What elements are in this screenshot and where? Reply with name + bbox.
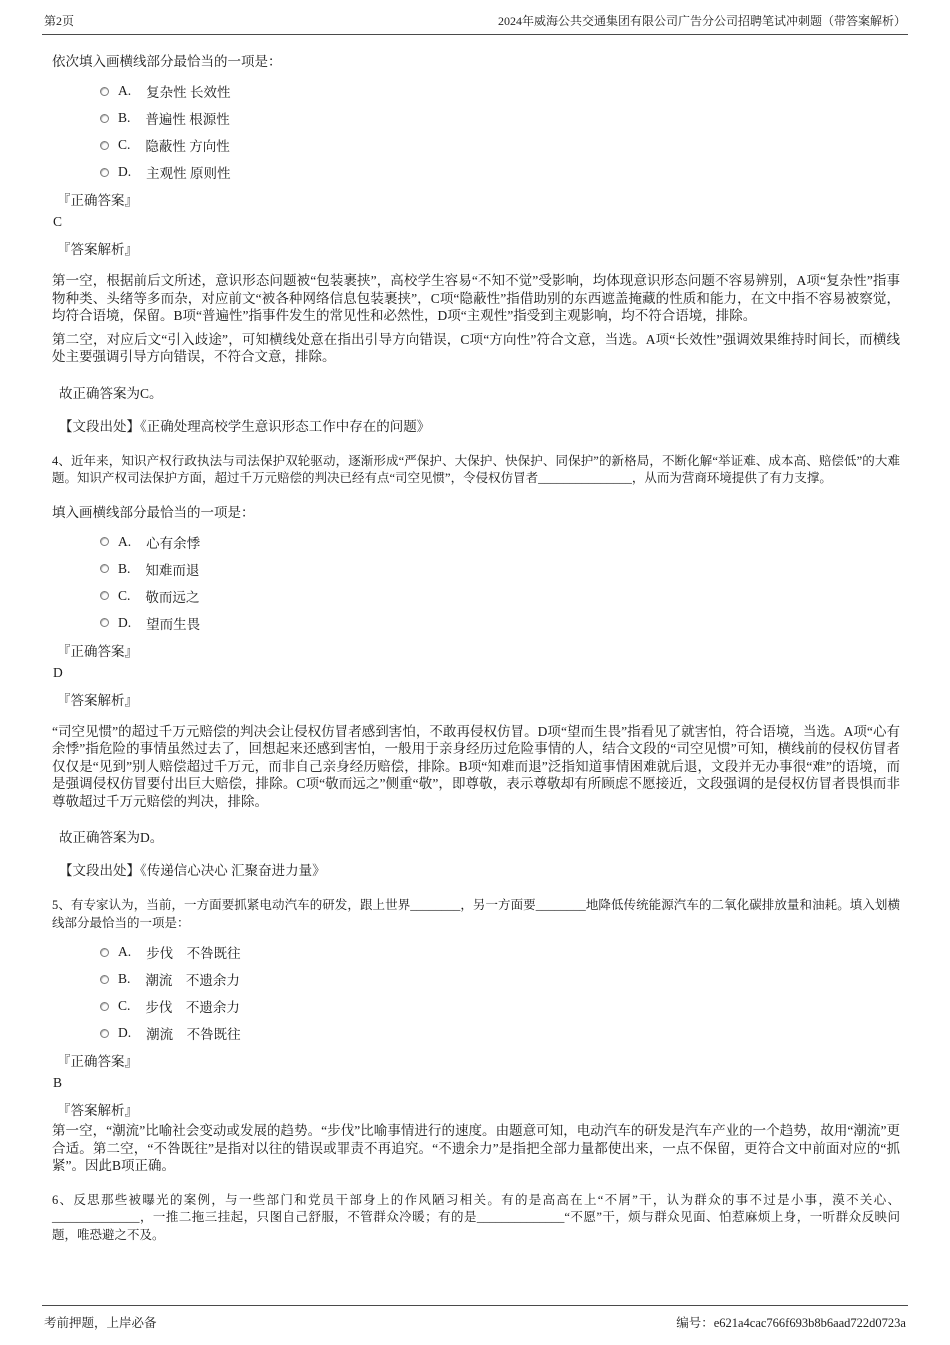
question-6-block xyxy=(52,1192,900,1245)
option-a[interactable] xyxy=(100,83,900,99)
radio-icon[interactable] xyxy=(100,1029,109,1038)
option-b[interactable] xyxy=(100,110,900,126)
radio-icon[interactable] xyxy=(100,975,109,984)
question-prompt: 依次填入画横线部分最恰当的一项是： xyxy=(52,54,282,69)
correct-answer-value: C xyxy=(53,214,63,229)
page-footer xyxy=(42,1305,908,1345)
option-c[interactable] xyxy=(100,137,900,153)
option-text: 潮流 不咎既往 xyxy=(146,1027,241,1042)
option-letter: D. xyxy=(118,614,132,630)
option-letter: C. xyxy=(118,137,131,152)
option-letter: D. xyxy=(118,1025,132,1040)
option-text: 知难而退 xyxy=(145,562,200,578)
radio-icon[interactable] xyxy=(100,591,109,600)
option-d[interactable] xyxy=(100,164,900,180)
radio-icon[interactable] xyxy=(100,948,109,957)
radio-icon[interactable] xyxy=(100,168,109,177)
option-letter: B. xyxy=(118,560,131,576)
option-letter: B. xyxy=(118,110,131,125)
option-a[interactable] xyxy=(100,944,900,960)
correct-answer-label: 『正确答案』 xyxy=(57,193,138,208)
option-text: 步伐 不遗余力 xyxy=(145,1000,240,1015)
options-group xyxy=(52,534,900,631)
question-stem: 4、近年来，知识产权行政执法与司法保护双轮驱动，逐渐形成“严保护、大保护、快保护、同保护”的新格局，不断化解“举证难、成本高、赔偿低”的大难题。知识产权司法保护方面，超过千万元赔偿的判决已经有点“司空见惯”，令侵权仿冒者_______________，从而为营商环境提供了有力支撑。 xyxy=(52,453,900,485)
option-letter: B. xyxy=(118,971,131,986)
analysis-paragraph: 第二空，对应后文“引入歧途”，可知横线处意在指出引导方向错误，C项“方向性”符合文意，当选。A项“长效性”强调效果维持时间长，而横线处主要强调引导方向错误，不符合文意，排除。 xyxy=(52,331,900,364)
option-b[interactable] xyxy=(100,971,900,987)
option-text: 望而生畏 xyxy=(146,616,201,632)
footer-slogan: 考前押题，上岸必备 xyxy=(44,1316,157,1330)
options-group xyxy=(52,83,900,180)
option-text: 主观性 原则性 xyxy=(146,166,231,181)
analysis-paragraph: “司空见惯”的超过千万元赔偿的判决会让侵权仿冒者感到害怕，不敢再侵权仿冒。D项“望而生畏”指看见了就害怕，符合语境，当选。A项“心有余悸”指危险的事情虽然过去了，回想起来还感到害怕，一般用于亲身经历过危险事情的人，结合文段的“司空见惯”可知，横线前的侵权仿冒者仅仅是“见到”别人赔偿超过千万元，而非自己亲身经历赔偿，排除。B项“知难而退”泛指知道事情困难就后退，文段并无办事很“难”的语境，而是强调侵权仿冒要付出巨大赔偿，排除。C项“敬而远之”侧重“敬”，即尊敬，表示尊敬却有所顾虑不愿接近，文段强调的是侵权仿冒者畏惧而非尊敬超过千万元赔偿的判决，排除。 xyxy=(52,723,900,809)
radio-icon[interactable] xyxy=(100,87,109,96)
option-c[interactable] xyxy=(100,588,900,604)
conclusion-line: 故正确答案为D。 xyxy=(59,830,164,845)
analysis-label: 『答案解析』 xyxy=(57,1103,138,1118)
radio-icon[interactable] xyxy=(100,1002,109,1011)
analysis-paragraph: 第一空，根据前后文所述，意识形态问题被“包装裹挟”，高校学生容易“不知不觉”受影响，均体现意识形态问题不容易辨别，A项“复杂性”指事物种类、头绪等多而杂，对应前文“被各种网络信息包装裹挟”，C项“隐蔽性”指借助别的东西遮盖掩藏的性质和能力，在文中指不容易被察觉，均符合语境，保留。B项“普遍性”指事件发生的常见性和必然性，D项“主观性”指受到主观影响，均不符合语境，排除。 xyxy=(52,273,900,323)
conclusion-line: 故正确答案为C。 xyxy=(59,385,163,401)
option-d[interactable] xyxy=(100,615,900,631)
option-text: 隐蔽性 方向性 xyxy=(145,139,230,154)
page-header xyxy=(42,0,908,35)
option-text: 心有余悸 xyxy=(146,535,201,551)
question-4-block xyxy=(52,453,900,881)
correct-answer-label: 『正确答案』 xyxy=(57,643,138,659)
correct-answer-value: B xyxy=(53,1075,63,1090)
page-number: 第2页 xyxy=(44,14,75,28)
option-text: 普遍性 根源性 xyxy=(145,112,230,127)
options-group xyxy=(52,944,900,1041)
option-text: 潮流 不遗余力 xyxy=(145,973,240,988)
radio-icon[interactable] xyxy=(100,537,109,546)
option-letter: A. xyxy=(118,83,132,98)
option-b[interactable] xyxy=(100,561,900,577)
option-letter: C. xyxy=(118,587,131,603)
question-stem: 5、有专家认为，当前，一方面要抓紧电动汽车的研发，跟上世界________，另一方面要________地降低传统能源汽车的二氧化碳排放量和油耗。填入划横线部分最恰当的一项是： xyxy=(52,898,900,930)
radio-icon[interactable] xyxy=(100,141,109,150)
source-line: 【文段出处】《传递信心决心 汇聚奋进力量》 xyxy=(59,863,326,878)
option-d[interactable] xyxy=(100,1025,900,1041)
analysis-paragraph: 第一空，“潮流”比喻社会变动或发展的趋势。“步伐”比喻事情进行的速度。由题意可知，电动汽车的研发是汽车产业的一个趋势，故用“潮流”更合适。第二空，“不咎既往”是指对以往的错误或罪责不再追究。“不遗余力”是指把全部力量都使出来，一点不保留，更符合文中前面对应的“抓紧”。因此B项正确。 xyxy=(52,1123,900,1173)
question-3-block xyxy=(52,53,900,436)
radio-icon[interactable] xyxy=(100,564,109,573)
radio-icon[interactable] xyxy=(100,618,109,627)
analysis-label: 『答案解析』 xyxy=(57,692,138,708)
document-title: 2024年威海公共交通集团有限公司广告分公司招聘笔试冲刺题（带答案解析） xyxy=(497,14,906,28)
option-letter: D. xyxy=(118,164,132,179)
option-text: 复杂性 长效性 xyxy=(146,85,231,100)
option-letter: A. xyxy=(118,944,132,959)
option-letter: A. xyxy=(118,533,132,549)
correct-answer-label: 『正确答案』 xyxy=(57,1054,138,1069)
option-a[interactable] xyxy=(100,534,900,550)
analysis-label: 『答案解析』 xyxy=(57,242,138,257)
question-prompt: 填入画横线部分最恰当的一项是： xyxy=(52,504,255,520)
option-c[interactable] xyxy=(100,998,900,1014)
footer-serial: 编号：e621a4cac766f693b8b6aad722d0723a xyxy=(676,1316,906,1330)
option-letter: C. xyxy=(118,998,131,1013)
radio-icon[interactable] xyxy=(100,114,109,123)
source-line: 【文段出处】《正确处理高校学生意识形态工作中存在的问题》 xyxy=(59,418,431,434)
option-text: 敬而远之 xyxy=(145,589,200,605)
question-stem: 6、反思那些被曝光的案例，与一些部门和党员干部身上的作风陋习相关。有的是高高在上“不屑”干，认为群众的事不过是小事，漠不关心、______________，一推二拖三挂起，只图自己舒服，不管群众冷暖；有的是______________“不愿”干，烦与群众见面、怕惹麻烦上身，一听群众反映问题，唯恐避之不及。 xyxy=(52,1192,900,1242)
page-content xyxy=(0,35,950,1244)
question-5-block xyxy=(52,897,900,1175)
correct-answer-value: D xyxy=(53,664,63,680)
option-text: 步伐 不咎既往 xyxy=(146,946,241,961)
